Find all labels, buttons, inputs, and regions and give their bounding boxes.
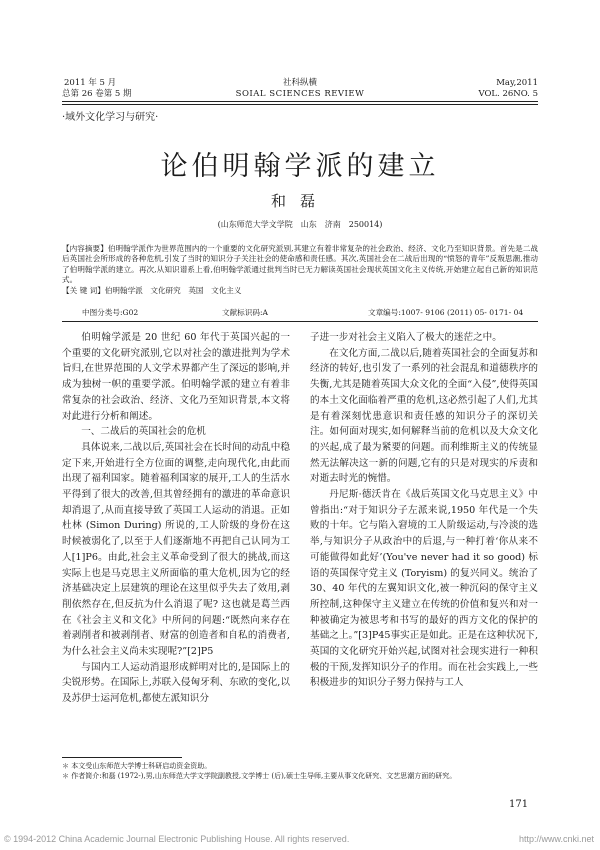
author-affiliation: (山东师范大学文学院 山东 济南 250014) — [217, 220, 383, 229]
body-column-left — [62, 330, 290, 707]
copyright-text: © 1994-2012 China Academic Journal Electronic Publishing House. All rights reserved. — [4, 834, 350, 844]
paragraph: 子进一步对社会主义陷入了极大的迷茫之中。 — [310, 332, 502, 343]
header-journal-english: SOIAL SCIENCES REVIEW — [235, 89, 365, 99]
section-label: ·域外文化学习与研究· — [62, 112, 159, 123]
header-issue — [478, 78, 538, 100]
header-journal-name: 社科纵横 — [282, 78, 317, 88]
header-volume-line: 总第 26 卷第 5 期 — [62, 89, 132, 99]
paragraph: 具体说来,二战以后,英国社会在长时间的动乱中稳定下来,开始进行全方位面的调整,走向现代化,由此而出现了福利国家。随着福利国家的展开,工人的生活水平得到了很大的改善,但其曾经拥有的激进的革命意识却消退了,从而直接导致了英国工人运动的消退。正如杜林 (Simon During) 所说的,工人阶级的身份在这时候被弱化了,以至于人们逐渐地不再把自己认同为工人[1]P6。由此,社会主义革命受到了很大的挑战,而这实际上也是马克思主义所面临的重大危机,因为它的经济基础决定上层建筑的理论在这里似乎失去了效用,剥削依然存在,但反抗为什么消退了呢? 这也就是葛兰西在《社会主义和文化》中所问的问题:“既然向来存在着剥削者和被剥削者、财富的创造者和自私的消费者,为什么社会主义尚未实现呢?”[2]P5 — [62, 441, 290, 658]
header-rule — [62, 101, 538, 105]
abstract-text: 【内容摘要】伯明翰学派作为世界范围内的一个重要的文化研究派别,其建立有着非常复杂的社会政治、经济、文化乃至知识背景。首先是二战后英国社会所形成的各种危机,引发了当时的知识分子关注社会的使命感和责任感。其次,英国社会在二战后出现的“愤怒的青年”反叛思潮,推动了伯明翰学派的建立。再次,从知识谱系上看,伯明翰学派通过批判当时已无力解读英国社会现状英国文化主义传统,开始建立起自己新的知识范式。 — [62, 244, 538, 285]
header-month-line: May,2011 — [496, 78, 538, 88]
cnki-link[interactable]: http://www.cnki.net — [518, 834, 594, 844]
paragraph: 丹尼斯·德沃肯在《战后英国文化马克思主义》中曾指出:“对于知识分子左派来说,1950 年代是一个失败的十年。它与陷入窘境的工人阶级运动,与冷淡的选举,与知识分子从政治中的后退,与一种打着‘你从来不可能做得如此好’(You've never had it so good) 标语的英国保守党主义 (Toryism) 的复兴同义。统治了 30、40 年代的左翼知识文化,被一种沉闷的保守主义所控制,这种保守主义建立在传统的价值和复兴和对一种被确定为被思考和书写的最好的西方文化的保护的基础之上。”[3]P45事实正是如此。正是在这种状况下,英国的文化研究开始兴起,试图对社会现实进行一种积极的干预,发挥知识分子的作用。而在社会实践上,一些积极进步的知识分子努力保持与工人 — [310, 489, 538, 689]
header-date-line: 2011 年 5 月 — [64, 78, 117, 88]
article-number: 文章编号:1007- 9106 (2011) 05- 0171- 04 — [368, 308, 524, 317]
header-vol-line: VOL. 26NO. 5 — [478, 89, 538, 99]
page-number: 171 — [509, 799, 529, 810]
footnotes — [62, 761, 538, 781]
body-column-right — [310, 330, 538, 691]
footnote-author-bio: ＊ 作者简介:和磊 (1972-),男,山东师范大学文学院副教授,文学博士 (后),硕士生导师,主要从事文化研究、文艺思潮方面的研究。 — [62, 772, 457, 780]
footnote-rule — [62, 757, 182, 758]
section-heading: 一、二战后的英国社会的危机 — [81, 426, 206, 438]
footnote-funding: ＊ 本文受山东师范大学博士科研启动资金资助。 — [62, 762, 212, 770]
document-code: 文献标识码:A — [222, 308, 269, 317]
paragraph: 与国内工人运动消退形成鲜明对比的,是国际上的尖锐形势。在国际上,苏联入侵匈牙利、东欧的变化,以及苏伊士运河危机,都使左派知识分 — [62, 661, 290, 705]
abstract-block — [62, 244, 538, 296]
article-title: 论伯明翰学派的建立 — [160, 151, 440, 182]
paragraph: 在文化方面,二战以后,随着英国社会的全面复苏和经济的转好,也引发了一系列的社会混乱和道德秩序的失衡,尤其是随着英国大众文化的全面“入侵”,使得英国的本土文化面临着严重的危机,这必然引起了人们,尤其是有着深刻忧患意识和责任感的知识分子的深切关注。如何面对现实,如何解释当前的危机以及大众文化的兴起,成了最为紧要的问题。而利维斯主义的传统显然无法解决这一新的问题,它有的只是对现实的斥责和对逝去时光的惋惜。 — [310, 347, 538, 485]
clc-number: 中图分类号:G02 — [82, 308, 139, 317]
keywords: 【关 键 词】伯明翰学派 文化研究 英国 文化主义 — [62, 285, 242, 295]
paragraph: 伯明翰学派是 20 世纪 60 年代于英国兴起的一个重要的文化研究派别,它以对社会的激进批判为学术旨归,在世界范围的人文学术界都产生了深远的影响,并成为独树一帜的重要学派。伯明翰学派的建立有着非常复杂的社会政治、经济、文化乃至知识背景,本文将对此进行分析和阐述。 — [62, 332, 290, 422]
abstract-rule — [62, 321, 538, 322]
author-name: 和磊 — [270, 192, 329, 210]
